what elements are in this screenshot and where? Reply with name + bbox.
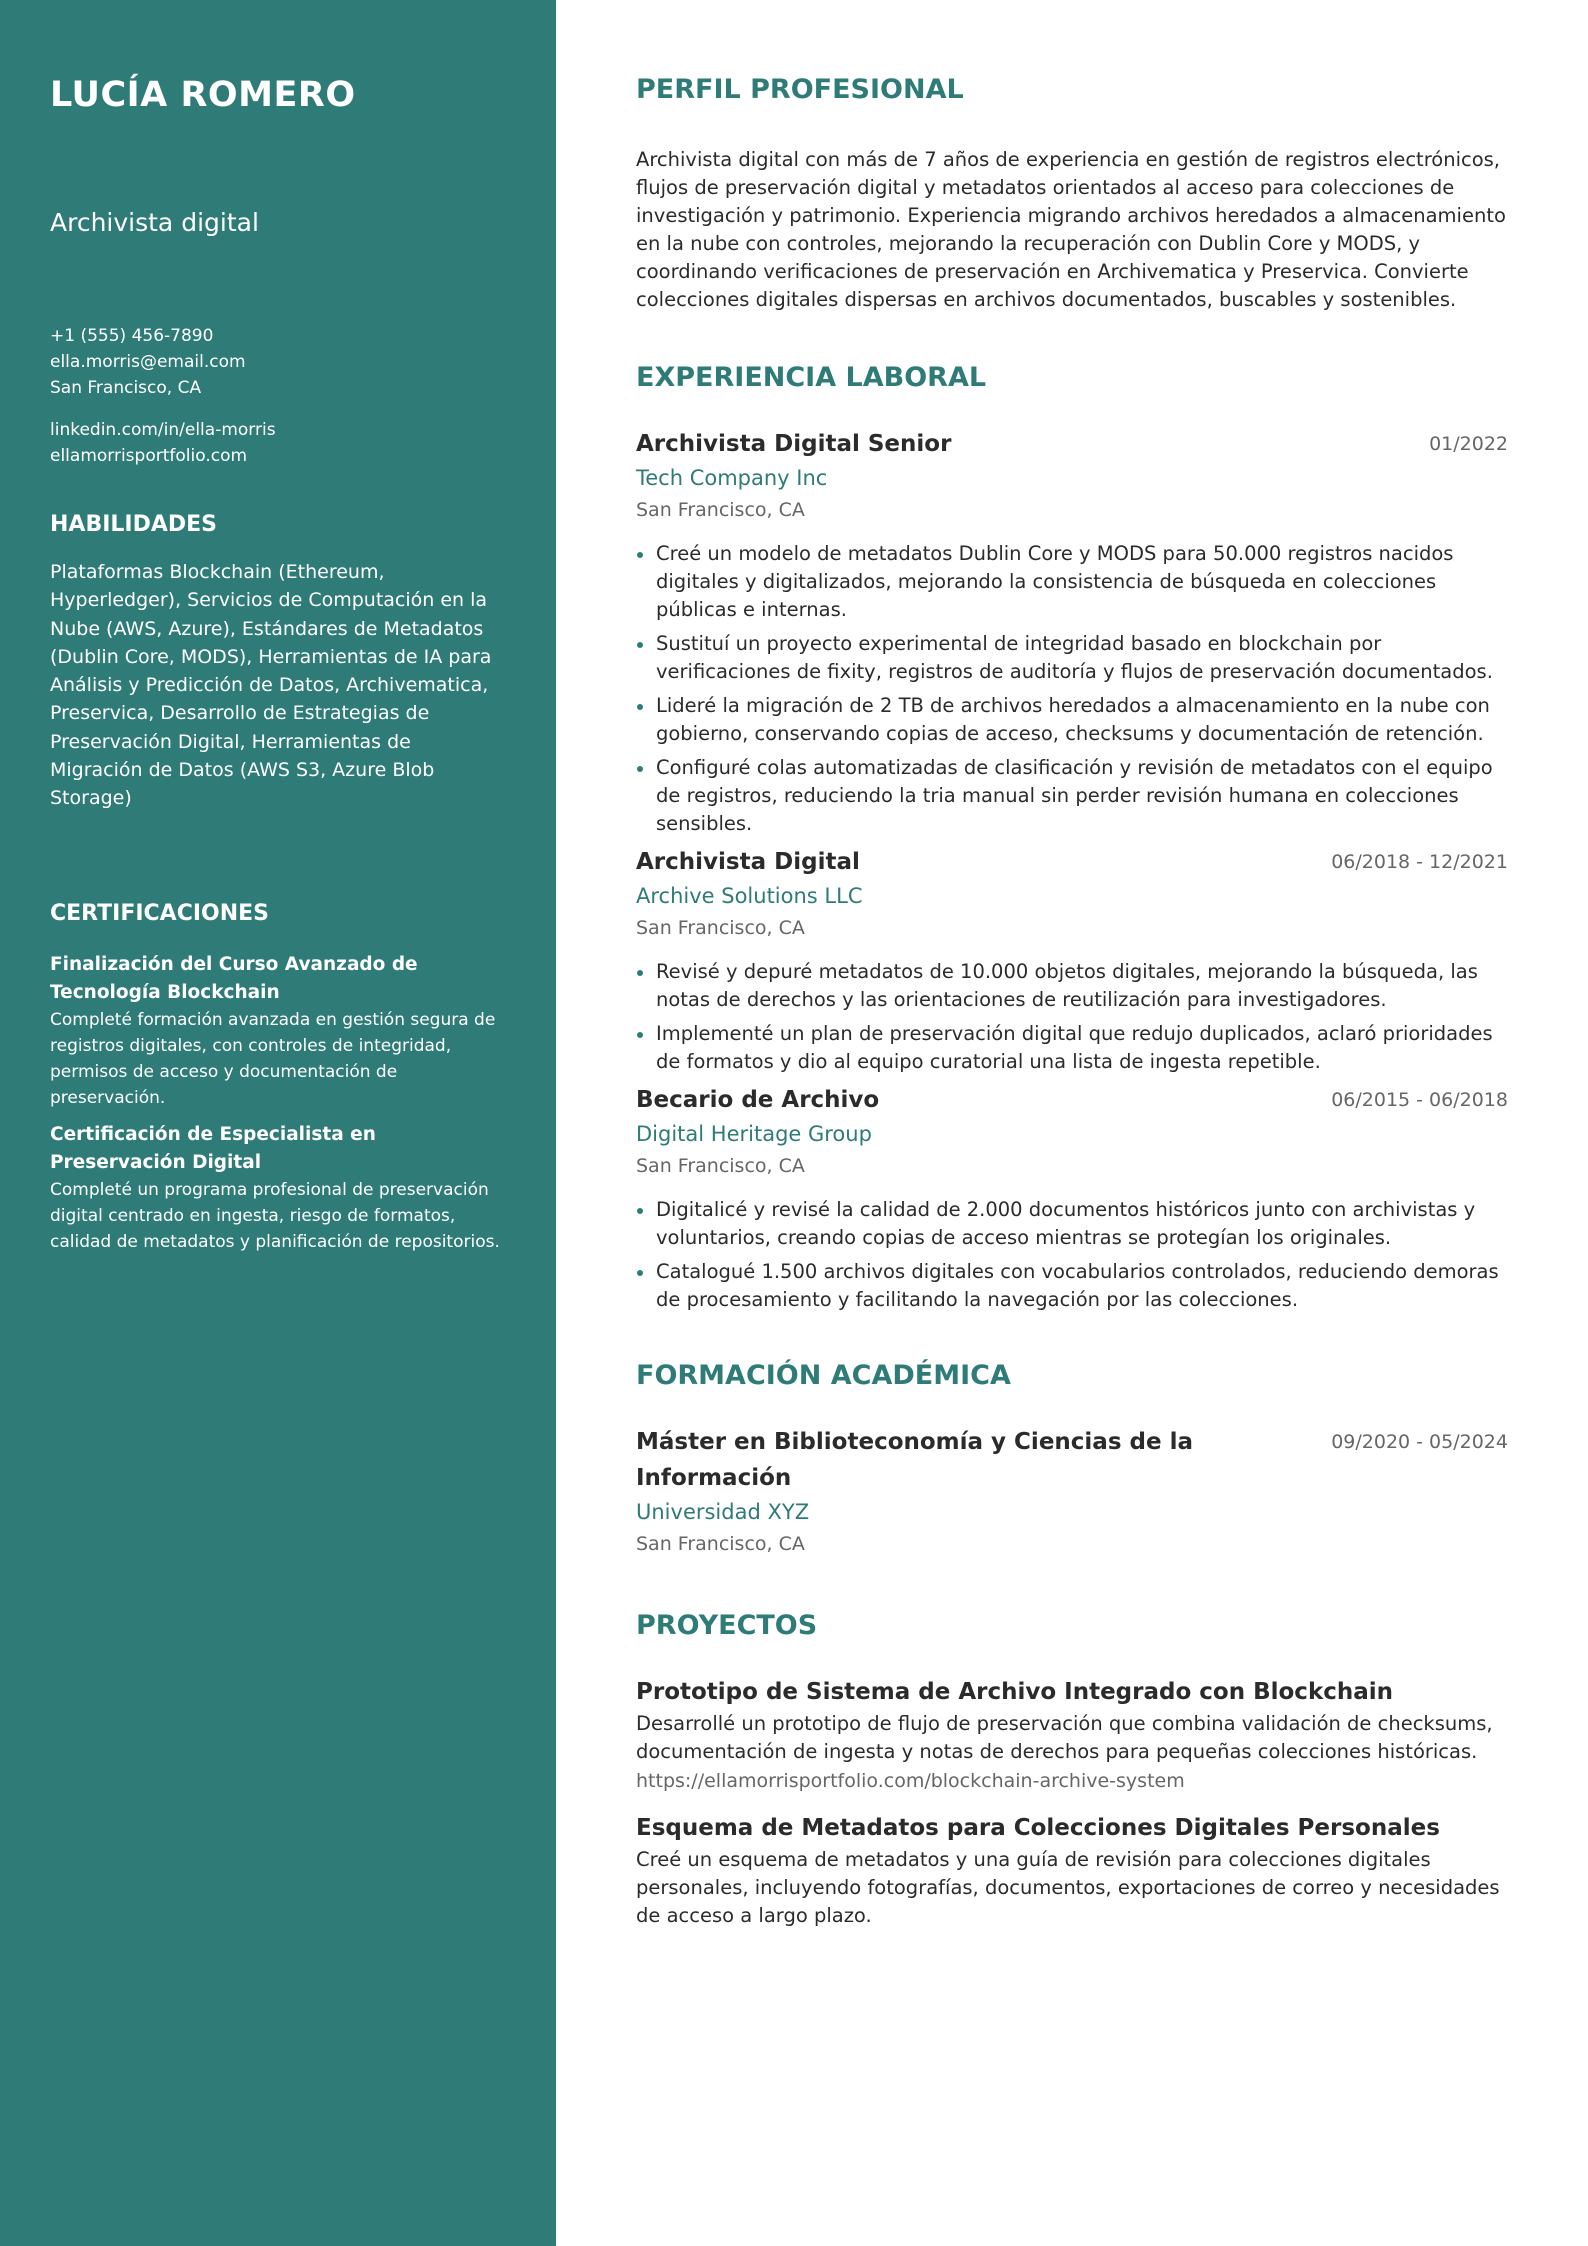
school-location: San Francisco, CA [636,1533,805,1555]
skills-text: Plataformas Blockchain (Ethereum, Hyperledger), Servicios de Computación en la Nube (AWS, Azure), Estándares de Metadatos (Dublin Core, MODS), Herramientas de IA para Análisis y Predicción de Datos, Archivematica, Preservica, Desarrollo de Estrategias de Preservación Digital, Herramientas de Migración de Datos (AWS S3, Azure Blob Storage) [50,561,492,810]
job-date: 06/2015 - 06/2018 [1331,1089,1508,1111]
candidate-role: Archivista digital [50,208,259,237]
linkedin-link[interactable]: linkedin.com/in/ella-morris [50,420,276,440]
certification-item [50,1121,506,1255]
certification-desc: Completé un programa profesional de preservación digital centrado en ingesta, riesgo de formatos, calidad de metadatos y planificación de repositorios. [50,1179,500,1252]
projects-heading: PROYECTOS [636,1610,818,1641]
main-content [636,72,1508,1930]
phone: +1 (555) 456-7890 [50,326,214,346]
list-item: Catalogué 1.500 archivos digitales con vocabularios controlados, reduciendo demoras de procesamiento y facilitando la navegación por las colecciones. [636,1258,1508,1314]
job-title: Archivista Digital [636,849,860,875]
project-entry [636,1810,1508,1930]
education-date: 09/2020 - 05/2024 [1331,1431,1508,1453]
project-entry [636,1674,1508,1796]
list-item: Creé un modelo de metadatos Dublin Core y MODS para 50.000 registros nacidos digitales y digitalizados, mejorando la consistencia de búsqueda en colecciones públicas e internas. [636,540,1508,624]
job-entry [636,844,1508,1076]
project-desc: Desarrollé un prototipo de flujo de preservación que combina validación de checksums, documentación de ingesta y notas de derechos para pequeñas colecciones históricas. [636,1712,1493,1763]
profile-heading: PERFIL PROFESIONAL [636,74,964,105]
project-desc: Creé un esquema de metadatos y una guía de revisión para colecciones digitales personales, incluyendo fotografías, documentos, exportaciones de correo y necesidades de acceso a largo plazo. [636,1848,1500,1927]
education-entry [636,1424,1508,1560]
certification-title: Certificación de Especialista en Preservación Digital [50,1123,376,1173]
contact-info [50,323,506,469]
job-company: Digital Heritage Group [636,1122,872,1146]
job-company: Tech Company Inc [636,466,828,490]
degree-title: Máster en Biblioteconomía y Ciencias de la Información [636,1429,1193,1491]
candidate-name: LUCÍA ROMERO [50,75,356,115]
email-link[interactable]: ella.morris@email.com [50,352,246,372]
skills-heading: HABILIDADES [50,512,218,537]
job-entry [636,426,1508,838]
certifications-heading: CERTIFICACIONES [50,900,270,926]
job-entry [636,1082,1508,1314]
job-location: San Francisco, CA [636,1155,805,1177]
location: San Francisco, CA [50,378,202,398]
job-date: 06/2018 - 12/2021 [1331,851,1508,873]
job-bullets [636,958,1508,1076]
job-bullets [636,1196,1508,1314]
education-heading: FORMACIÓN ACADÉMICA [636,1360,1011,1391]
certification-desc: Completé formación avanzada en gestión segura de registros digitales, con controles de integridad, permisos de acceso y documentación de preservación. [50,1009,496,1108]
list-item: Digitalicé y revisé la calidad de 2.000 documentos históricos junto con archivistas y voluntarios, creando copias de acceso mientras se protegían los originales. [636,1196,1508,1252]
experience-heading: EXPERIENCIA LABORAL [636,362,987,393]
list-item: Implementé un plan de preservación digital que redujo duplicados, aclaró prioridades de formatos y dio al equipo curatorial una lista de ingesta repetible. [636,1020,1508,1076]
job-title: Archivista Digital Senior [636,431,952,457]
job-date: 01/2022 [1429,433,1508,455]
list-item: Revisé y depuré metadatos de 10.000 objetos digitales, mejorando la búsqueda, las notas de derechos y las orientaciones de reutilización para investigadores. [636,958,1508,1014]
list-item: Lideré la migración de 2 TB de archivos heredados a almacenamiento en la nube con gobierno, conservando copias de acceso, checksums y documentación de retención. [636,692,1508,748]
job-location: San Francisco, CA [636,917,805,939]
certification-item [50,951,506,1111]
job-company: Archive Solutions LLC [636,884,863,908]
sidebar [0,0,556,2246]
job-bullets [636,540,1508,838]
job-location: San Francisco, CA [636,499,805,521]
job-title: Becario de Archivo [636,1087,880,1113]
certification-title: Finalización del Curso Avanzado de Tecnología Blockchain [50,953,418,1003]
list-item: Sustituí un proyecto experimental de integridad basado en blockchain por verificaciones de fixity, registros de auditoría y flujos de preservación documentados. [636,630,1508,686]
project-title: Prototipo de Sistema de Archivo Integrado con Blockchain [636,1679,1394,1705]
project-title: Esquema de Metadatos para Colecciones Digitales Personales [636,1815,1440,1841]
profile-text: Archivista digital con más de 7 años de experiencia en gestión de registros electrónicos, flujos de preservación digital y metadatos orientados al acceso para colecciones de investigación y patrimonio. Experiencia migrando archivos heredados a almacenamiento en la nube con controles, mejorando la recuperación con Dublin Core y MODS, y coordinando verificaciones de preservación en Archivematica y Preservica. Convierte colecciones digitales dispersas en archivos documentados, buscables y sostenibles. [636,148,1506,311]
project-link[interactable]: https://ellamorrisportfolio.com/blockchain-archive-system [636,1770,1185,1792]
school-name: Universidad XYZ [636,1500,810,1524]
portfolio-link[interactable]: ellamorrisportfolio.com [50,446,248,466]
list-item: Configuré colas automatizadas de clasificación y revisión de metadatos con el equipo de registros, reduciendo la tria manual sin perder revisión humana en colecciones sensibles. [636,754,1508,838]
